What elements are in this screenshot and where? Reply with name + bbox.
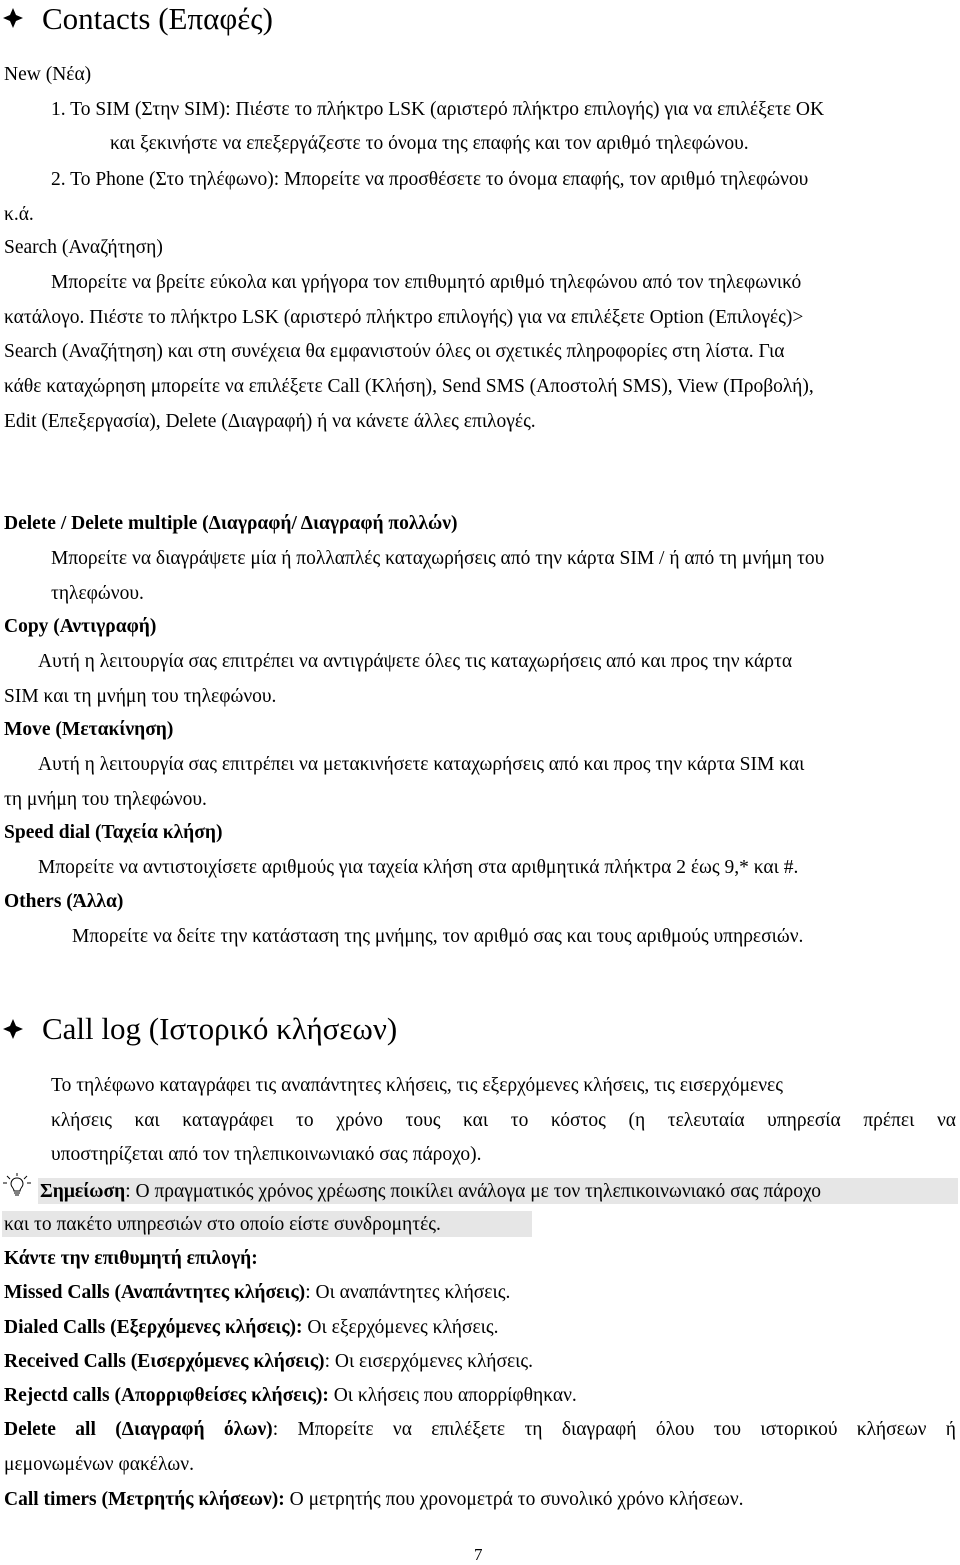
diamond-bullet-icon [2, 1018, 24, 1040]
list-item-text: : Οι αναπάντητες κλήσεις. [305, 1282, 511, 1303]
list-item-text: : Οι εισερχόμενες κλήσεις. [324, 1351, 533, 1372]
speed-dial-heading: Speed dial (Ταχεία κλήση) [4, 822, 223, 843]
list-item-text: μεμονωμένων φακέλων. [4, 1454, 194, 1475]
call-log-intro-line2: κλήσεις και καταγράφει το χρόνο τους και το κόστος (η τελευταία υπηρεσία πρέπει να [51, 1110, 956, 1131]
note-label: Σημείωση [40, 1181, 126, 1202]
copy-heading: Copy (Αντιγραφή) [4, 616, 157, 637]
list-item-label: Received Calls (Εισερχόμενες κλήσεις) [4, 1351, 325, 1372]
list-item-label: Dialed Calls (Εξερχόμενες κλήσεις): [4, 1317, 303, 1338]
others-heading: Others (Άλλα) [4, 891, 124, 912]
list-item-text: : Μπορείτε να επιλέξετε τη διαγραφή όλου του ιστορικού κλήσεων ή [272, 1419, 957, 1440]
list-item [4, 1350, 533, 1374]
list-item [4, 1384, 577, 1408]
new-item2-line2: κ.ά. [4, 204, 34, 225]
new-item2-line1: 2. To Phone (Στο τηλέφωνο): Μπορείτε να προσθέσετε το όνομα επαφής, τον αριθμό τηλεφώνου [51, 169, 809, 190]
search-line4: κάθε καταχώρηση μπορείτε να επιλέξετε Call (Κλήση), Send SMS (Αποστολή SMS), View (Προβολή), [4, 376, 814, 397]
list-item-label: Call timers (Μετρητής κλήσεων): [4, 1489, 285, 1510]
others-line1: Μπορείτε να δείτε την κατάσταση της μνήμης, τον αριθμό σας και τους αριθμούς υπηρεσιών. [72, 926, 804, 947]
list-item-text: Οι κλήσεις που απορρίφθηκαν. [328, 1385, 577, 1406]
call-log-intro-line3: υποστηρίζεται από τον τηλεπικοινωνιακό σας πάροχο). [51, 1144, 482, 1165]
call-log-intro-line1: Το τηλέφωνο καταγράφει τις αναπάντητες κλήσεις, τις εξερχόμενες κλήσεις, τις εισερχόμενες [51, 1075, 783, 1096]
section-title-call-log: Call log (Ιστορικό κλήσεων) [42, 1011, 398, 1046]
copy-line1: Αυτή η λειτουργία σας επιτρέπει να αντιγράψετε όλες τις καταχωρήσεις από και προς την κάρτα [38, 651, 793, 672]
search-line5: Edit (Επεξεργασία), Delete (Διαγραφή) ή να κάνετε άλλες επιλογές. [4, 411, 536, 432]
move-line1: Αυτή η λειτουργία σας επιτρέπει να μετακινήσετε καταχωρήσεις από και προς την κάρτα SIM και [38, 754, 805, 775]
search-heading: Search (Αναζήτηση) [4, 237, 163, 258]
page-number: 7 [474, 1545, 483, 1564]
list-item-text: Ο μετρητής που χρονομετρά το συνολικό χρόνο κλήσεων. [284, 1489, 744, 1510]
note-text: : Ο πραγματικός χρόνος χρέωσης ποικίλει ανάλογα με τον τηλεπικοινωνιακό σας πάροχο [125, 1181, 821, 1202]
search-line2: κατάλογο. Πιέστε το πλήκτρο LSK (αριστερό πλήκτρο επιλογής) για να επιλέξετε Option (Επιλογές)> [4, 307, 804, 328]
list-item-continuation [4, 1453, 194, 1477]
list-item [4, 1418, 956, 1442]
new-heading: New (Νέα) [4, 64, 92, 85]
search-line3: Search (Αναζήτηση) και στη συνέχεια θα εμφανιστούν όλες οι σχετικές πληροφορίες στη λίστα. Για [4, 341, 785, 362]
new-item1-line1: 1. To SIM (Στην SIM): Πιέστε το πλήκτρο LSK (αριστερό πλήκτρο επιλογής) για να επιλέξετε OK [51, 99, 825, 120]
move-line2: τη μνήμη του τηλεφώνου. [4, 789, 207, 810]
delete-line1: Μπορείτε να διαγράψετε μία ή πολλαπλές καταχωρήσεις από την κάρτα SIM / ή από τη μνήμη του [51, 548, 825, 569]
delete-line2: τηλεφώνου. [51, 583, 144, 604]
list-item-label: Rejectd calls (Απορριφθείσες κλήσεις): [4, 1385, 329, 1406]
list-item [4, 1281, 510, 1305]
note-line2: και το πακέτο υπηρεσιών στο οποίο είστε συνδρομητές. [4, 1214, 441, 1235]
note-line1 [40, 1180, 821, 1204]
move-heading: Move (Μετακίνηση) [4, 719, 174, 740]
list-item [4, 1316, 499, 1340]
copy-line2: SIM και τη μνήμη του τηλεφώνου. [4, 686, 277, 707]
choose-heading: Κάντε την επιθυμητή επιλογή: [4, 1248, 258, 1269]
new-item1-line2: και ξεκινήστε να επεξεργάζεστε το όνομα της επαφής και τον αριθμό τηλεφώνου. [110, 133, 749, 154]
list-item-label: Delete all (Διαγραφή όλων) [4, 1419, 273, 1440]
list-item-text: Οι εξερχόμενες κλήσεις. [302, 1317, 499, 1338]
list-item-label: Missed Calls (Αναπάντητες κλήσεις) [4, 1282, 306, 1303]
list-item [4, 1488, 744, 1512]
section-title-contacts: Contacts (Επαφές) [42, 1, 273, 36]
speed-dial-line1: Μπορείτε να αντιστοιχίσετε αριθμούς για ταχεία κλήση στα αριθμητικά πλήκτρα 2 έως 9,* και #. [38, 857, 799, 878]
diamond-bullet-icon [2, 7, 24, 29]
lightbulb-icon [2, 1172, 32, 1196]
delete-heading: Delete / Delete multiple (Διαγραφή/ Διαγραφή πολλών) [4, 513, 458, 534]
search-line1: Μπορείτε να βρείτε εύκολα και γρήγορα τον επιθυμητό αριθμό τηλεφώνου από τον τηλεφωνικό [51, 272, 802, 293]
